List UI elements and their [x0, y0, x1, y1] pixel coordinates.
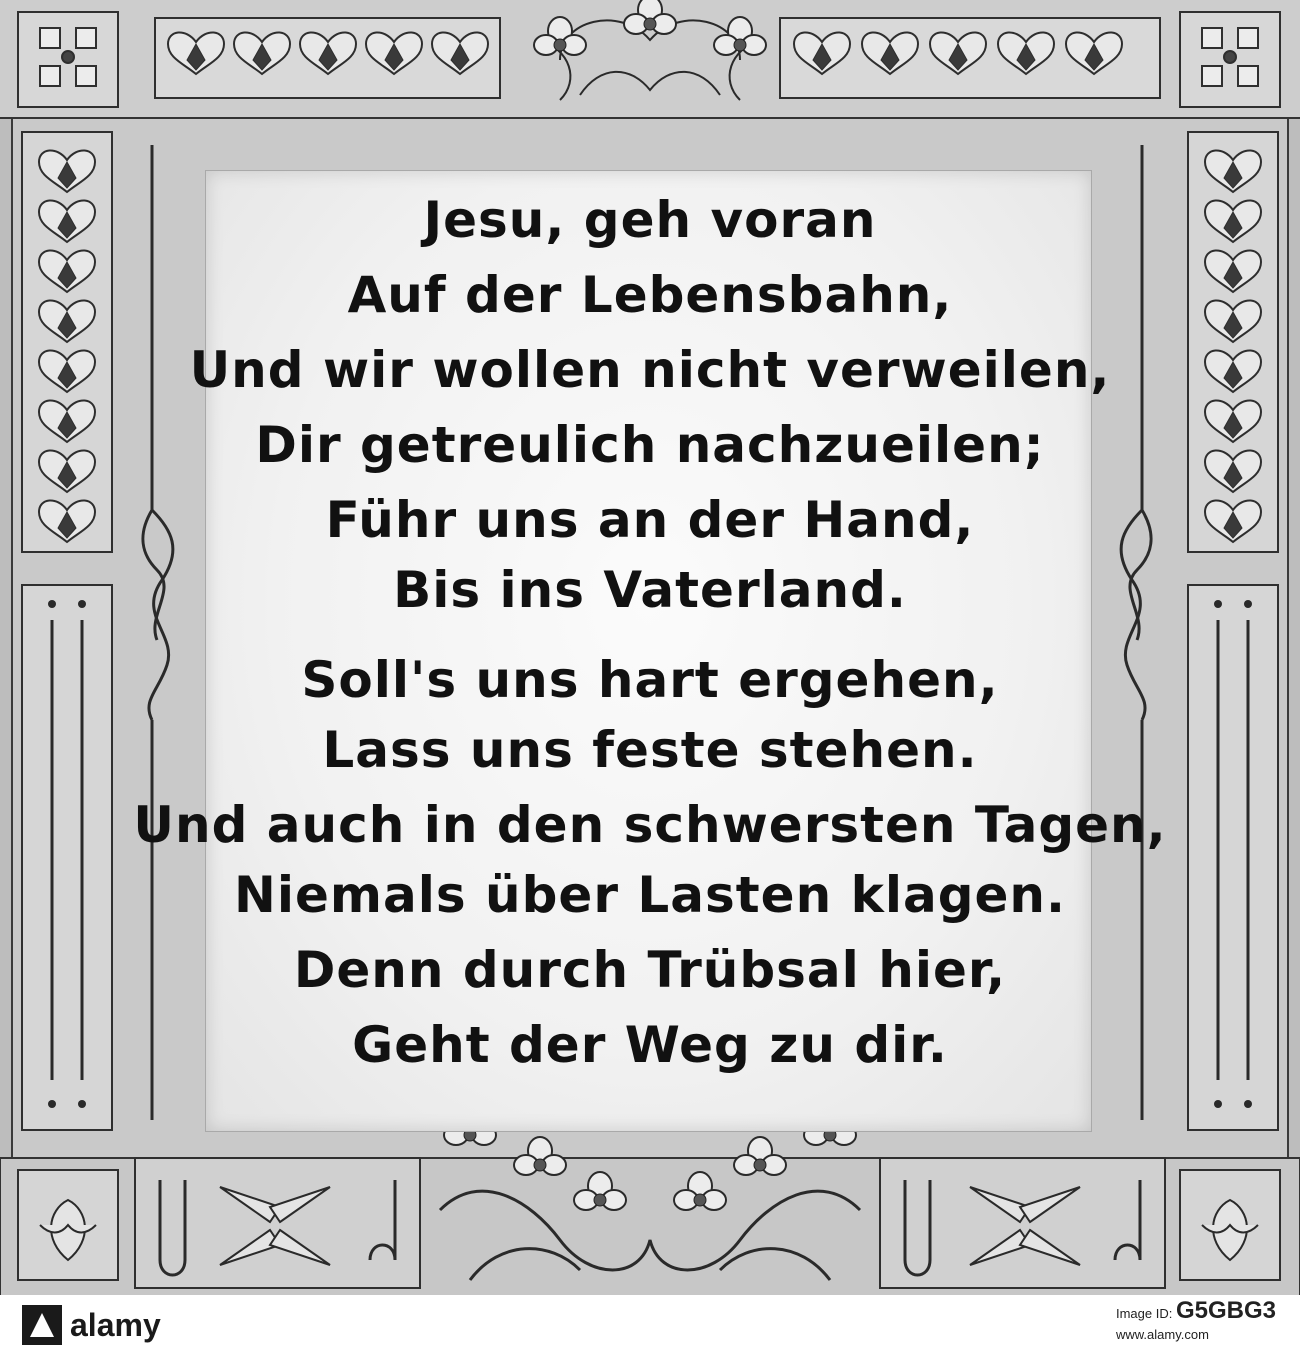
image-id: G5GBG3	[1175, 1297, 1276, 1324]
verse-line: Lass uns feste stehen.	[322, 721, 978, 779]
verse-line: Dir getreulich nachzueilen;	[255, 416, 1045, 474]
watermark-bar	[0, 1295, 1300, 1355]
image-id-label: Image ID:	[1115, 1306, 1173, 1321]
verse-line: Und auch in den schwersten Tagen,	[133, 796, 1167, 854]
verse-line: Bis ins Vaterland.	[393, 561, 907, 619]
verse-line: Denn durch Trübsal hier,	[293, 941, 1007, 999]
verse-line: Führ uns an der Hand,	[325, 491, 975, 549]
alamy-logo	[22, 1305, 194, 1345]
verse-line: Niemals über Lasten klagen.	[233, 866, 1066, 924]
image-id-block	[1115, 1297, 1276, 1345]
verse-line: Geht der Weg zu dir.	[352, 1016, 948, 1074]
verse-line: Jesu, geh voran	[423, 191, 877, 249]
site-url: www.alamy.com	[1115, 1327, 1209, 1342]
svg-text:alamy: alamy	[70, 1307, 161, 1343]
verse-line: Soll's uns hart ergehen,	[301, 651, 999, 709]
verse-line: Und wir wollen nicht verweilen,	[189, 341, 1111, 399]
verse-line: Auf der Lebensbahn,	[347, 266, 953, 324]
